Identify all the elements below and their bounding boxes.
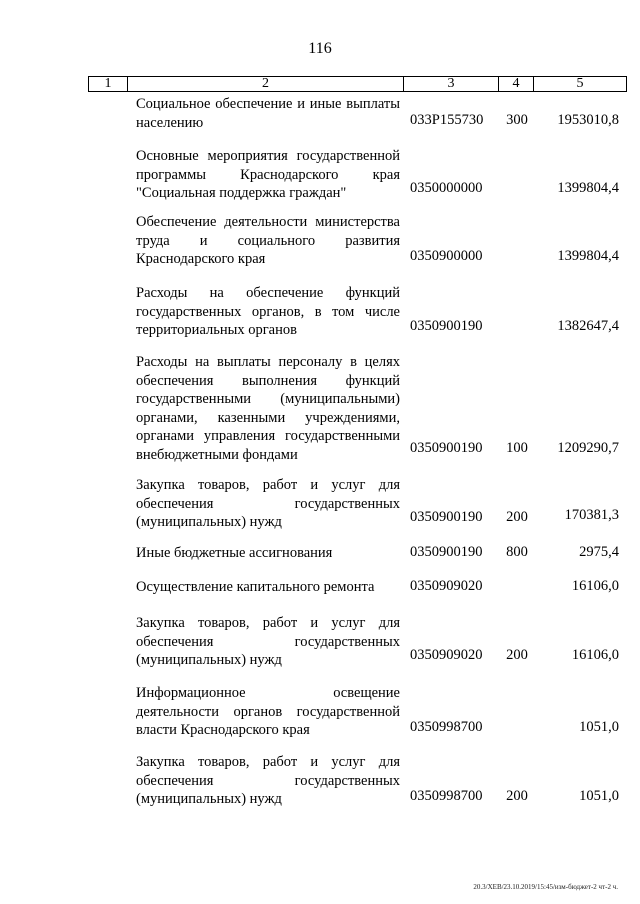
row-description: Обеспечение деятельности министерства труда и социального развития Краснодарского края xyxy=(136,214,400,267)
row-amount: 1382647,4 xyxy=(557,318,619,334)
header-col-5: 5 xyxy=(576,76,584,91)
row-description: Социальное обеспечение и иные выплаты населению xyxy=(136,96,400,131)
row-code: 0350900190 xyxy=(410,544,483,560)
row-amount: 16106,0 xyxy=(571,647,619,663)
row-description: Закупка товаров, работ и услуг для обеспечения государственных (муниципальных) нужд xyxy=(136,754,400,807)
row-amount: 2975,4 xyxy=(579,544,619,560)
row-description: Закупка товаров, работ и услуг для обеспечения государственных (муниципальных) нужд xyxy=(136,477,400,530)
row-amount: 16106,0 xyxy=(571,578,619,594)
header-col-2: 2 xyxy=(128,77,404,91)
row-description: Основные мероприятия государственной программы Краснодарского края "Социальная поддержка граждан" xyxy=(136,148,400,201)
row-amount: 1051,0 xyxy=(579,719,619,735)
row-type: 800 xyxy=(506,544,528,560)
row-code: 0350909020 xyxy=(410,647,483,663)
header-col-1: 1 xyxy=(89,77,128,91)
row-description: Расходы на выплаты персоналу в целях обеспечения выполнения функций государственными (муниципальными) органами, казенными учреждениями, органами управления государственными внебюджетными фондами xyxy=(136,354,400,463)
page-number: 116 xyxy=(308,40,332,57)
row-description: Расходы на обеспечение функций государственных органов, в том числе территориальных органов xyxy=(136,285,400,338)
row-type: 100 xyxy=(506,440,528,456)
header-col-3: 3 xyxy=(404,77,499,91)
row-type: 200 xyxy=(506,509,528,525)
row-code: 0350909020 xyxy=(410,578,483,594)
row-code: 0350998700 xyxy=(410,788,483,804)
row-code: 0350998700 xyxy=(410,719,483,735)
row-amount: 1399804,4 xyxy=(557,180,619,196)
row-type: 200 xyxy=(506,788,528,804)
row-code: 0350000000 xyxy=(410,180,483,196)
document-footer: 20.3/ХЕВ/23.10.2019/15:45/изм-бюджет-2 чт-2 ч. xyxy=(473,883,618,891)
table-header xyxy=(88,76,627,92)
row-type: 300 xyxy=(506,112,528,128)
row-amount: 1399804,4 xyxy=(557,248,619,264)
row-amount: 1051,0 xyxy=(579,788,619,804)
row-code: 0350900000 xyxy=(410,248,483,264)
header-col-4: 4 xyxy=(499,77,534,91)
row-description: Иные бюджетные ассигнования xyxy=(136,545,333,561)
row-description: Информационное освещение деятельности органов государственной власти Краснодарского края xyxy=(136,685,400,738)
row-type: 200 xyxy=(506,647,528,663)
row-code: 0350900190 xyxy=(410,440,483,456)
row-code: 0350900190 xyxy=(410,318,483,334)
row-amount: 1953010,8 xyxy=(557,112,619,128)
row-code: 0350900190 xyxy=(410,509,483,525)
row-amount: 170381,3 xyxy=(564,507,619,523)
row-code: 033P155730 xyxy=(410,112,484,128)
row-description: Закупка товаров, работ и услуг для обеспечения государственных (муниципальных) нужд xyxy=(136,615,400,668)
row-description: Осуществление капитального ремонта xyxy=(136,579,375,595)
row-amount: 1209290,7 xyxy=(557,440,619,456)
